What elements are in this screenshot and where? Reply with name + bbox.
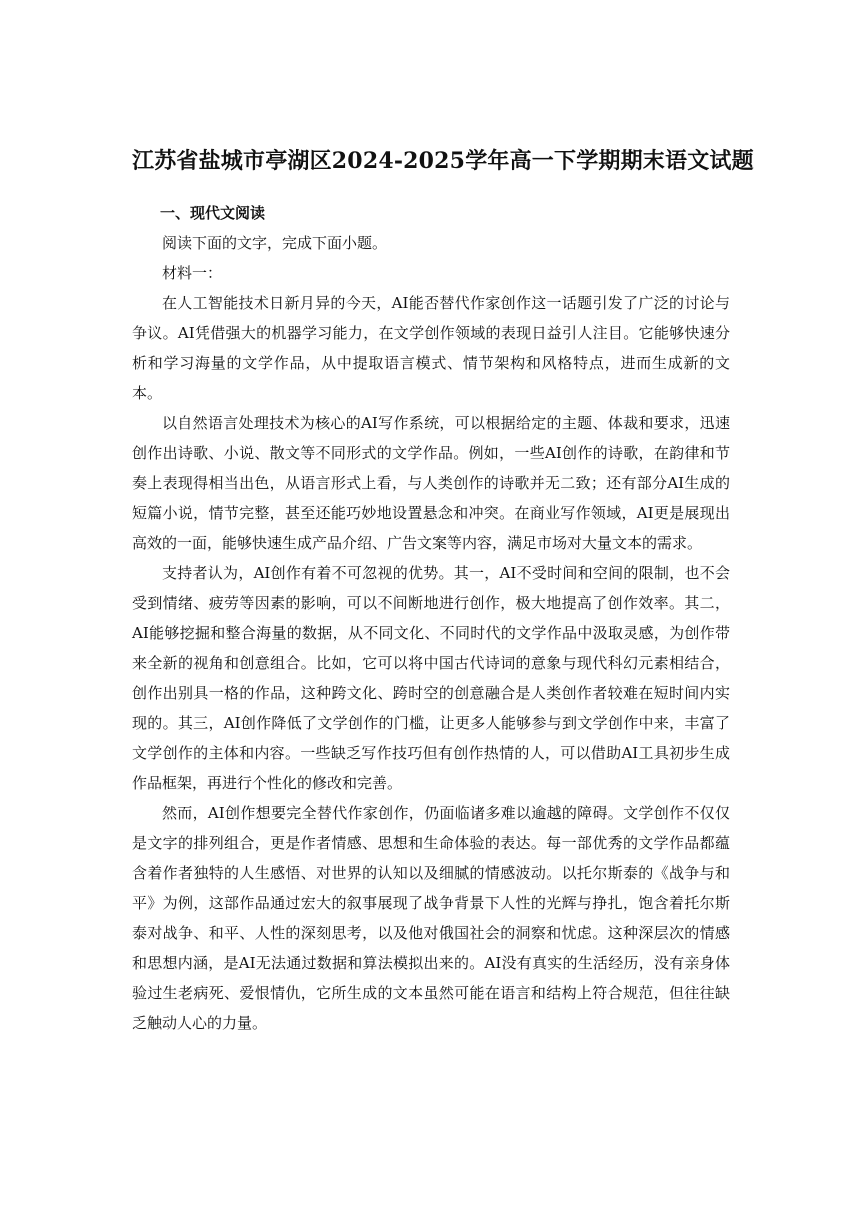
section-heading: 一、现代文阅读 bbox=[160, 204, 266, 222]
paragraph-2: 以自然语言处理技术为核心的AI写作系统，可以根据给定的主题、体裁和要求，迅速创作出诗歌、小说、散文等不同形式的文学作品。例如，一些AI创作的诗歌，在韵律和节奏上表现得相当出色，从语言形式上看，与人类创作的诗歌并无二致；还有部分AI生成的短篇小说，情节完整，甚至还能巧妙地设置悬念和冲突。在商业写作领域，AI更是展现出高效的一面，能够快速生成产品介绍、广告文案等内容，满足市场对大量文本的需求。 bbox=[132, 414, 730, 552]
material-label: 材料一： bbox=[162, 264, 223, 282]
reading-instruction: 阅读下面的文字，完成下面小题。 bbox=[162, 234, 388, 252]
document-title: 江苏省盐城市亭湖区2024-2025学年高一下学期期末语文试题 bbox=[132, 148, 754, 174]
paragraph-3: 支持者认为，AI创作有着不可忽视的优势。其一，AI不受时间和空间的限制，也不会受到情绪、疲劳等因素的影响，可以不间断地进行创作，极大地提高了创作效率。其二，AI能够挖掘和整合海量的数据，从不同文化、不同时代的文学作品中汲取灵感，为创作带来全新的视角和创意组合。比如，它可以将中国古代诗词的意象与现代科幻元素相结合，创作出别具一格的作品，这种跨文化、跨时空的创意融合是人类创作者较难在短时间内实现的。其三，AI创作降低了文学创作的门槛，让更多人能够参与到文学创作中来，丰富了文学创作的主体和内容。一些缺乏写作技巧但有创作热情的人，可以借助AI工具初步生成作品框架，再进行个性化的修改和完善。 bbox=[132, 564, 730, 792]
paragraph-1: 在人工智能技术日新月异的今天，AI能否替代作家创作这一话题引发了广泛的讨论与争议。AI凭借强大的机器学习能力，在文学创作领域的表现日益引人注目。它能够快速分析和学习海量的文学作品，从中提取语言模式、情节架构和风格特点，进而生成新的文本。 bbox=[132, 294, 730, 402]
material-body bbox=[132, 288, 730, 1038]
paragraph-4: 然而，AI创作想要完全替代作家创作，仍面临诸多难以逾越的障碍。文学创作不仅仅是文字的排列组合，更是作者情感、思想和生命体验的表达。每一部优秀的文学作品都蕴含着作者独特的人生感悟、对世界的认知以及细腻的情感波动。以托尔斯泰的《战争与和平》为例，这部作品通过宏大的叙事展现了战争背景下人性的光辉与挣扎，饱含着托尔斯泰对战争、和平、人性的深刻思考，以及他对俄国社会的洞察和忧虑。这种深层次的情感和思想内涵，是AI无法通过数据和算法模拟出来的。AI没有真实的生活经历，没有亲身体验过生老病死、爱恨情仇，它所生成的文本虽然可能在语言和结构上符合规范，但往往缺乏触动人心的力量。 bbox=[132, 804, 730, 1032]
